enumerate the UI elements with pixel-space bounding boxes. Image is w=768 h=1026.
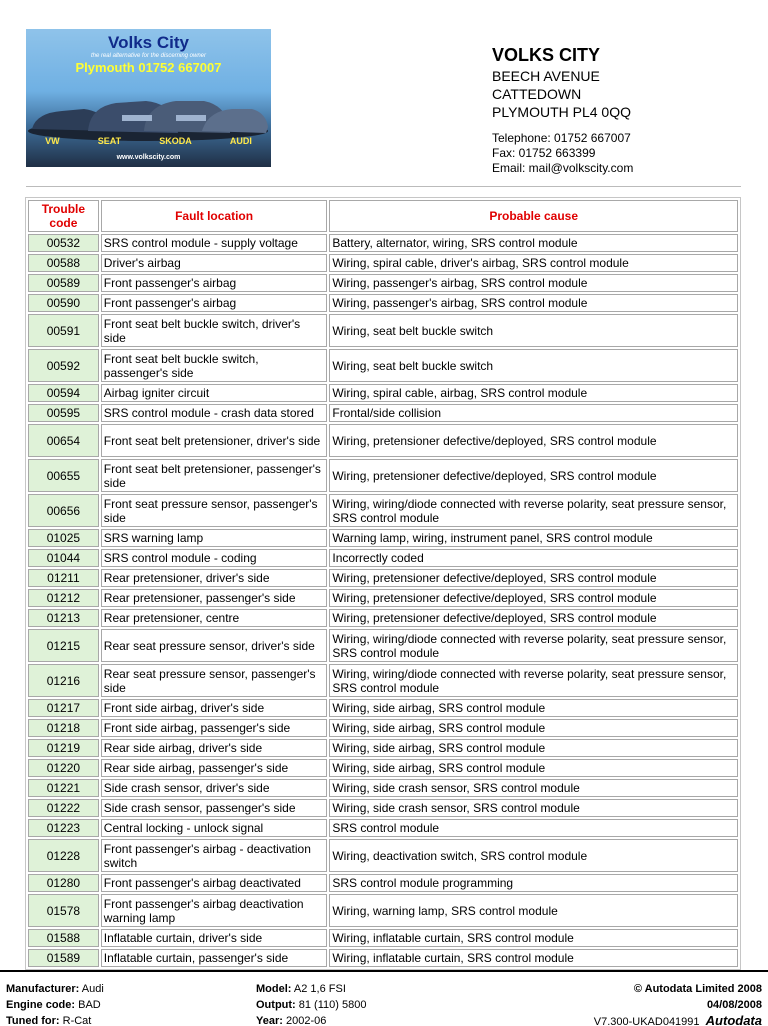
tuned-for-label: Tuned for: — [6, 1015, 60, 1026]
table-row — [28, 274, 738, 292]
table-row — [28, 739, 738, 757]
probable-cause-cell: Wiring, side airbag, SRS control module — [329, 739, 738, 757]
trouble-code-cell: 01588 — [28, 929, 99, 947]
dealer-contact — [492, 131, 633, 176]
table-row — [28, 314, 738, 347]
fault-location-cell: SRS control module - supply voltage — [101, 234, 328, 252]
trouble-code-cell: 00590 — [28, 294, 99, 312]
probable-cause-cell: Wiring, pretensioner defective/deployed, SRS control module — [329, 589, 738, 607]
fault-location-cell: Front side airbag, driver's side — [101, 699, 328, 717]
table-row — [28, 494, 738, 527]
table-row — [28, 949, 738, 967]
footer-vehicle-info — [6, 981, 104, 1026]
trouble-code-cell: 00589 — [28, 274, 99, 292]
probable-cause-cell: Wiring, wiring/diode connected with reverse polarity, seat pressure sensor, SRS control module — [329, 494, 738, 527]
trouble-code-cell: 01216 — [28, 664, 99, 697]
model-label: Model: — [256, 983, 292, 995]
page-footer — [0, 970, 768, 1026]
fault-location-cell: Front passenger's airbag — [101, 274, 328, 292]
trouble-code-cell: 00591 — [28, 314, 99, 347]
logo-tagline: the real alternative for the discerning owner — [90, 53, 207, 59]
footer-model-info — [256, 981, 366, 1026]
fault-location-cell: Inflatable curtain, passenger's side — [101, 949, 328, 967]
dealer-address — [492, 44, 631, 121]
fault-location-cell: Front passenger's airbag deactivation warning lamp — [101, 894, 328, 927]
trouble-code-cell: 01218 — [28, 719, 99, 737]
probable-cause-cell: Wiring, side crash sensor, SRS control module — [329, 779, 738, 797]
trouble-code-cell: 01222 — [28, 799, 99, 817]
header-divider — [26, 186, 741, 187]
fax: Fax: 01752 663399 — [492, 146, 596, 160]
fault-location-cell: Rear seat pressure sensor, passenger's side — [101, 664, 328, 697]
table-row — [28, 404, 738, 422]
trouble-code-cell: 01220 — [28, 759, 99, 777]
footer-copyright-info — [594, 981, 762, 1026]
trouble-code-cell: 01221 — [28, 779, 99, 797]
output-label: Output: — [256, 999, 296, 1011]
logo-make-skoda: SKODA — [159, 136, 192, 146]
header-probable-cause: Probable cause — [329, 200, 738, 232]
probable-cause-cell: Wiring, pretensioner defective/deployed, SRS control module — [329, 569, 738, 587]
probable-cause-cell: Wiring, spiral cable, airbag, SRS control module — [329, 384, 738, 402]
logo-brand: Volks City — [108, 33, 189, 52]
table-row — [28, 384, 738, 402]
trouble-code-cell: 01589 — [28, 949, 99, 967]
fault-location-cell: Rear pretensioner, centre — [101, 609, 328, 627]
table-row — [28, 609, 738, 627]
trouble-code-cell: 00655 — [28, 459, 99, 492]
fault-location-cell: SRS warning lamp — [101, 529, 328, 547]
email: Email: mail@volkscity.com — [492, 161, 634, 175]
table-row — [28, 234, 738, 252]
table-row — [28, 874, 738, 892]
probable-cause-cell: Wiring, inflatable curtain, SRS control module — [329, 949, 738, 967]
probable-cause-cell: Wiring, deactivation switch, SRS control module — [329, 839, 738, 872]
print-date: 04/08/2008 — [706, 999, 762, 1011]
fault-location-cell: Rear side airbag, passenger's side — [101, 759, 328, 777]
probable-cause-cell: Frontal/side collision — [329, 404, 738, 422]
trouble-code-cell: 00654 — [28, 424, 99, 457]
fault-location-cell: SRS control module - coding — [101, 549, 328, 567]
logo-make-vw: VW — [45, 136, 60, 146]
probable-cause-cell: Wiring, side airbag, SRS control module — [329, 699, 738, 717]
trouble-code-cell: 00532 — [28, 234, 99, 252]
probable-cause-cell: Incorrectly coded — [329, 549, 738, 567]
trouble-code-cell: 01215 — [28, 629, 99, 662]
table-row — [28, 349, 738, 382]
fault-location-cell: Front seat belt buckle switch, passenger's side — [101, 349, 328, 382]
header-trouble-code: Trouble code — [28, 200, 99, 232]
probable-cause-cell: SRS control module — [329, 819, 738, 837]
fault-location-cell: Front seat belt pretensioner, passenger's side — [101, 459, 328, 492]
table-row — [28, 719, 738, 737]
probable-cause-cell: Wiring, seat belt buckle switch — [329, 314, 738, 347]
table-row — [28, 549, 738, 567]
fault-location-cell: Rear seat pressure sensor, driver's side — [101, 629, 328, 662]
version: V7.300-UKAD041991 — [593, 1016, 700, 1026]
table-row — [28, 629, 738, 662]
table-row — [28, 569, 738, 587]
table-row — [28, 819, 738, 837]
fault-location-cell: Side crash sensor, driver's side — [101, 779, 328, 797]
trouble-code-cell: 00588 — [28, 254, 99, 272]
dealer-name: VOLKS CITY — [492, 45, 601, 65]
engine-code-value: BAD — [78, 999, 101, 1011]
table-row — [28, 424, 738, 457]
table-row — [28, 699, 738, 717]
table-row — [28, 799, 738, 817]
trouble-code-cell: 01212 — [28, 589, 99, 607]
fault-location-cell: Side crash sensor, passenger's side — [101, 799, 328, 817]
probable-cause-cell: Wiring, side airbag, SRS control module — [329, 759, 738, 777]
probable-cause-cell: Wiring, wiring/diode connected with reverse polarity, seat pressure sensor, SRS control module — [329, 629, 738, 662]
fault-location-cell: Rear pretensioner, passenger's side — [101, 589, 328, 607]
autodata-logo: Autodata — [705, 1013, 762, 1026]
trouble-code-cell: 00594 — [28, 384, 99, 402]
tuned-for-value: R-Cat — [62, 1015, 92, 1026]
probable-cause-cell: Warning lamp, wiring, instrument panel, SRS control module — [329, 529, 738, 547]
fault-location-cell: Front seat belt pretensioner, driver's side — [101, 424, 328, 457]
fault-location-cell: Rear side airbag, driver's side — [101, 739, 328, 757]
table-body — [28, 234, 738, 967]
table-row — [28, 779, 738, 797]
table-row — [28, 894, 738, 927]
trouble-code-cell: 01223 — [28, 819, 99, 837]
trouble-code-cell: 01219 — [28, 739, 99, 757]
trouble-code-cell: 01217 — [28, 699, 99, 717]
probable-cause-cell: Wiring, pretensioner defective/deployed, SRS control module — [329, 459, 738, 492]
fault-location-cell: Inflatable curtain, driver's side — [101, 929, 328, 947]
probable-cause-cell: Wiring, inflatable curtain, SRS control module — [329, 929, 738, 947]
output-value: 81 (110) 5800 — [298, 999, 367, 1011]
copyright: © Autodata Limited 2008 — [633, 983, 762, 995]
table-row — [28, 929, 738, 947]
model-value: A2 1,6 FSI — [293, 983, 346, 995]
year-label: Year: — [256, 1015, 283, 1026]
telephone: Telephone: 01752 667007 — [492, 131, 631, 145]
probable-cause-cell: Wiring, warning lamp, SRS control module — [329, 894, 738, 927]
trouble-code-cell: 00592 — [28, 349, 99, 382]
trouble-code-cell: 01044 — [28, 549, 99, 567]
table-row — [28, 839, 738, 872]
probable-cause-cell: Wiring, pretensioner defective/deployed, SRS control module — [329, 424, 738, 457]
fault-location-cell: Front seat pressure sensor, passenger's side — [101, 494, 328, 527]
probable-cause-cell: Wiring, wiring/diode connected with reverse polarity, seat pressure sensor, SRS control module — [329, 664, 738, 697]
logo-phone: Plymouth 01752 667007 — [75, 60, 222, 75]
address-line-1: BEECH AVENUE — [492, 68, 600, 84]
table-row — [28, 589, 738, 607]
logo-website: www.volkscity.com — [116, 154, 181, 161]
fault-location-cell: Front passenger's airbag deactivated — [101, 874, 328, 892]
logo-makes — [26, 136, 271, 146]
trouble-code-cell: 01228 — [28, 839, 99, 872]
fault-location-cell: Front passenger's airbag - deactivation switch — [101, 839, 328, 872]
fault-location-cell: Rear pretensioner, driver's side — [101, 569, 328, 587]
trouble-code-cell: 01280 — [28, 874, 99, 892]
probable-cause-cell: Wiring, pretensioner defective/deployed, SRS control module — [329, 609, 738, 627]
probable-cause-cell: Wiring, seat belt buckle switch — [329, 349, 738, 382]
fault-location-cell: Front seat belt buckle switch, driver's side — [101, 314, 328, 347]
table-row — [28, 529, 738, 547]
probable-cause-cell: SRS control module programming — [329, 874, 738, 892]
probable-cause-cell: Wiring, passenger's airbag, SRS control module — [329, 274, 738, 292]
probable-cause-cell: Wiring, side crash sensor, SRS control module — [329, 799, 738, 817]
fault-location-cell: Front side airbag, passenger's side — [101, 719, 328, 737]
probable-cause-cell: Wiring, spiral cable, driver's airbag, SRS control module — [329, 254, 738, 272]
trouble-code-cell: 01211 — [28, 569, 99, 587]
trouble-code-table — [25, 197, 741, 970]
trouble-code-cell: 00595 — [28, 404, 99, 422]
table-header-row — [28, 200, 738, 232]
fault-location-cell: Driver's airbag — [101, 254, 328, 272]
probable-cause-cell: Wiring, side airbag, SRS control module — [329, 719, 738, 737]
year-value: 2002-06 — [285, 1015, 327, 1026]
volks-city-logo — [26, 29, 271, 167]
table-row — [28, 759, 738, 777]
manufacturer-value: Audi — [81, 983, 104, 995]
logo-make-seat: SEAT — [97, 136, 122, 146]
header-fault-location: Fault location — [101, 200, 328, 232]
table-row — [28, 294, 738, 312]
table-row — [28, 459, 738, 492]
fault-location-cell: Airbag igniter circuit — [101, 384, 328, 402]
fault-location-cell: Front passenger's airbag — [101, 294, 328, 312]
trouble-code-cell: 01213 — [28, 609, 99, 627]
logo-make-audi: AUDI — [229, 136, 252, 146]
table-row — [28, 664, 738, 697]
probable-cause-cell: Battery, alternator, wiring, SRS control module — [329, 234, 738, 252]
trouble-code-cell: 00656 — [28, 494, 99, 527]
trouble-code-cell: 01025 — [28, 529, 99, 547]
table-row — [28, 254, 738, 272]
probable-cause-cell: Wiring, passenger's airbag, SRS control module — [329, 294, 738, 312]
manufacturer-label: Manufacturer: — [6, 983, 80, 995]
trouble-code-cell: 01578 — [28, 894, 99, 927]
fault-location-cell: Central locking - unlock signal — [101, 819, 328, 837]
fault-location-cell: SRS control module - crash data stored — [101, 404, 328, 422]
address-line-3: PLYMOUTH PL4 0QQ — [492, 104, 632, 120]
engine-code-label: Engine code: — [6, 999, 76, 1011]
address-line-2: CATTEDOWN — [492, 86, 582, 102]
